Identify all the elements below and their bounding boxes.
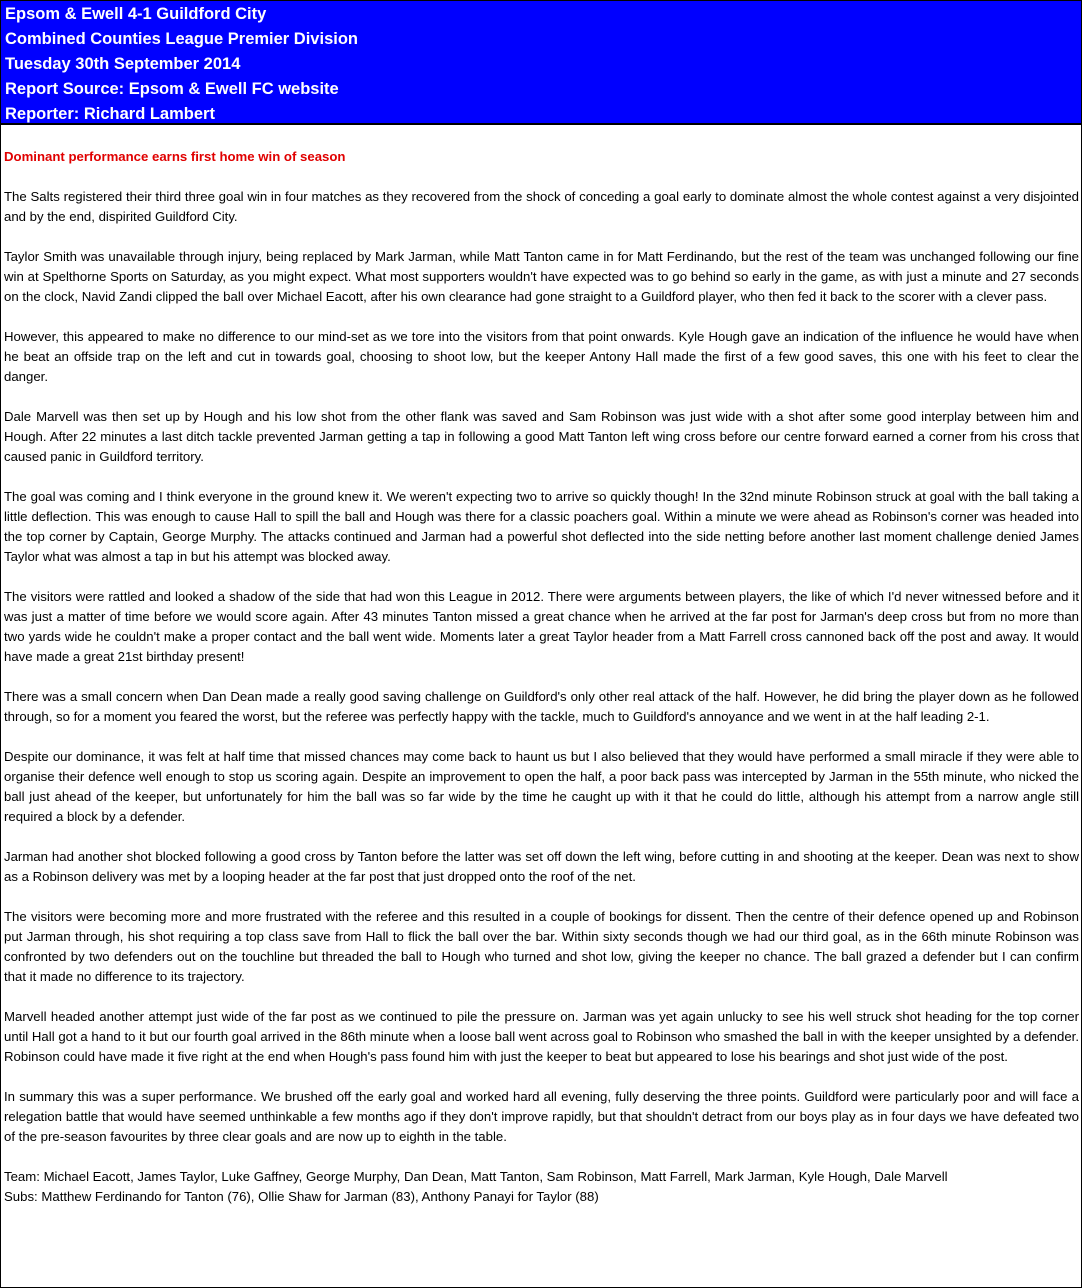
paragraph: There was a small concern when Dan Dean made a really good saving challenge on Guildford's only other real attack of the half. However, he did bring the player down as he followed through, so for a moment you feared the worst, but the referee was perfectly happy with the tackle, much to Guildford's annoyance and we went in at the half leading 2-1. <box>4 689 1079 724</box>
paragraph: The visitors were becoming more and more frustrated with the referee and this resulted in a couple of bookings for dissent. Then the centre of their defence opened up and Robinson put Jarman through, his shot requiring a top class save from Hall to flick the ball over the bar. Within sixty seconds though we had our third goal, as in the 66th minute Robinson was confronted by two defenders out on the touchline but threaded the ball to Hough who turned and shot low, giving the keeper no chance. The ball grazed a defender but I can confirm that it made no difference to its trajectory. <box>4 909 1079 984</box>
match-date: Tuesday 30th September 2014 <box>5 55 241 73</box>
paragraph: Taylor Smith was unavailable through injury, being replaced by Mark Jarman, while Matt Tanton came in for Matt Ferdinando, but the rest of the team was unchanged following our fine win at Spelthorne Sports on Saturday, as you might expect. What most supporters wouldn't have expected was to go behind so early in the game, as with just a minute and 27 seconds on the clock, Navid Zandi clipped the ball over Michael Eacott, after his own clearance had gone straight to a Guildford player, who then fed it back to the scorer with a clever pass. <box>4 249 1079 304</box>
reporter: Reporter: Richard Lambert <box>5 105 215 123</box>
competition: Combined Counties League Premier Division <box>5 30 358 48</box>
paragraph: Jarman had another shot blocked following a good cross by Tanton before the latter was set off down the left wing, before cutting in and shooting at the keeper. Dean was next to show as a Robinson delivery was met by a looping header at the far post that just dropped onto the roof of the net. <box>4 849 1079 884</box>
paragraph: The goal was coming and I think everyone in the ground knew it. We weren't expecting two to arrive so quickly though! In the 32nd minute Robinson struck at goal with the ball taking a little deflection. This was enough to cause Hall to spill the ball and Hough was there for a classic poachers goal. Within a minute we were ahead as Robinson's corner was headed into the top corner by Captain, George Murphy. The attacks continued and Jarman had a powerful shot deflected into the side netting before another last moment challenge denied James Taylor what was almost a tap in but his attempt was blocked away. <box>4 489 1079 564</box>
paragraph: The visitors were rattled and looked a shadow of the side that had won this League in 2012. There were arguments between players, the like of which I'd never witnessed before and it was just a matter of time before we would score again. After 43 minutes Tanton missed a great chance when he arrived at the far post for Jarman's deep cross but from no more than two yards wide he couldn't make a proper contact and the ball went wide. Moments later a great Taylor header from a Matt Farrell cross cannoned back off the post and away. It would have made a great 21st birthday present! <box>4 589 1079 664</box>
report-source: Report Source: Epsom & Ewell FC website <box>5 80 339 98</box>
paragraph: Marvell headed another attempt just wide of the far post as we continued to pile the pressure on. Jarman was yet again unlucky to see his well struck shot heading for the top corner until Hall got a hand to it but our fourth goal arrived in the 86th minute when a loose ball went across goal to Robinson who smashed the ball in with the keeper unsighted by a defender. Robinson could have made it five right at the end when Hough's pass found him with just the keeper to beat but appeared to lose his bearings and shot just wide of the post. <box>4 1009 1079 1064</box>
article-headline: Dominant performance earns first home win of season <box>4 149 346 164</box>
team-lineup: Team: Michael Eacott, James Taylor, Luke Gaffney, George Murphy, Dan Dean, Matt Tanton, Sam Robinson, Matt Farrell, Mark Jarman, Kyle Hough, Dale Marvell <box>4 1169 948 1184</box>
paragraph: Dale Marvell was then set up by Hough and his low shot from the other flank was saved and Sam Robinson was just wide with a shot after some good interplay between him and Hough. After 22 minutes a last ditch tackle prevented Jarman getting a tap in following a good Matt Tanton left wing cross before our centre forward earned a corner from his cross that caused panic in Guildford territory. <box>4 409 1079 464</box>
match-title: Epsom & Ewell 4-1 Guildford City <box>5 5 267 23</box>
paragraph: However, this appeared to make no difference to our mind-set as we tore into the visitors from that point onwards. Kyle Hough gave an indication of the influence he would have when he beat an offside trap on the left and cut in towards goal, choosing to shoot low, but the keeper Antony Hall made the first of a few good saves, this one with his feet to clear the danger. <box>4 329 1079 384</box>
lineup <box>4 1167 1079 1207</box>
substitutes: Subs: Matthew Ferdinando for Tanton (76), Ollie Shaw for Jarman (83), Anthony Panayi for Taylor (88) <box>4 1189 599 1204</box>
article-body <box>1 147 1081 1207</box>
paragraph: The Salts registered their third three goal win in four matches as they recovered from the shock of conceding a goal early to dominate almost the whole contest against a very disjointed and by the end, dispirited Guildford City. <box>4 189 1079 224</box>
paragraph: Despite our dominance, it was felt at half time that missed chances may come back to haunt us but I also believed that they would have performed a small miracle if they were able to organise their defence well enough to stop us scoring again. Despite an improvement to open the half, a poor back pass was intercepted by Jarman in the 55th minute, who nicked the ball just ahead of the keeper, but unfortunately for him the ball was so far wide by the time he caught up with it that he could do little, although his attempt from a narrow angle still required a block by a defender. <box>4 749 1079 824</box>
paragraph: In summary this was a super performance. We brushed off the early goal and worked hard all evening, fully deserving the three points. Guildford were particularly poor and will face a relegation battle that would have seemed unthinkable a few months ago if they don't improve rapidly, but that shouldn't detract from our boys play as in four days we have defeated two of the pre-season favourites by three clear goals and are now up to eighth in the table. <box>4 1089 1079 1144</box>
match-header <box>1 1 1081 125</box>
